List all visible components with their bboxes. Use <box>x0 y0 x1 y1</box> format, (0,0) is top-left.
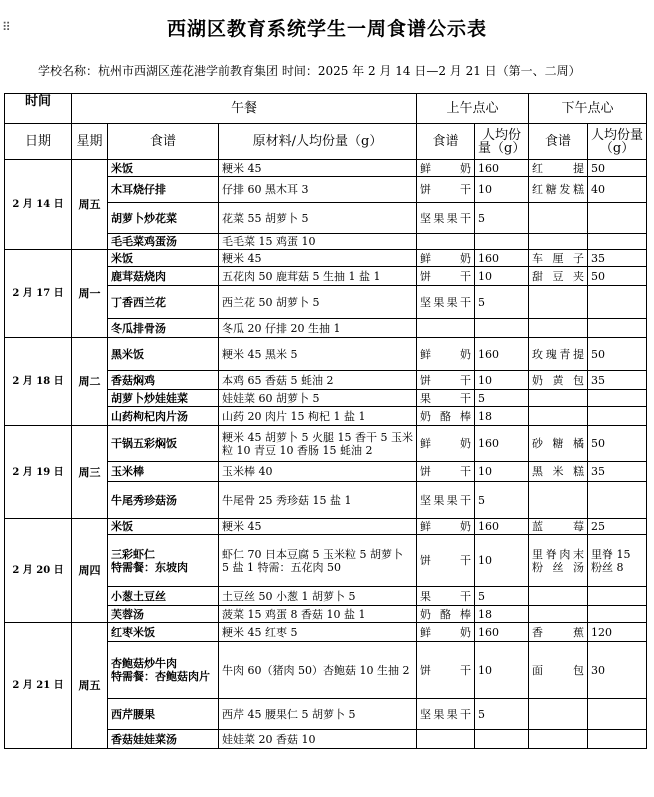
dish-cell: 玉米棒 <box>108 462 219 482</box>
am-recipe-cell: 奶酪棒 <box>417 407 475 426</box>
am-portion-cell: 160 <box>475 519 529 535</box>
am-recipe-cell: 饼干 <box>417 177 475 203</box>
pm-portion-cell: 50 <box>588 338 647 371</box>
page-title: 西湖区教育系统学生一周食谱公示表 <box>166 18 487 40</box>
ingredients-cell: 冬瓜 20 仔排 20 生抽 1 <box>219 319 417 338</box>
am-portion-cell: 5 <box>475 482 529 519</box>
pm-portion-cell: 50 <box>588 267 647 286</box>
am-portion-cell: 5 <box>475 203 529 234</box>
date-cell: 2 月 14 日 <box>5 160 72 250</box>
pm-portion-cell: 25 <box>588 519 647 535</box>
pm-portion-cell: 50 <box>588 426 647 462</box>
pm-portion-cell: 35 <box>588 462 647 482</box>
weekday-cell: 周三 <box>72 426 108 519</box>
dish-cell: 毛毛菜鸡蛋汤 <box>108 234 219 250</box>
am-recipe-cell: 饼干 <box>417 371 475 390</box>
pm-portion-cell <box>588 286 647 319</box>
am-recipe-cell: 鲜奶 <box>417 250 475 267</box>
menu-row <box>5 250 647 267</box>
dish-cell: 红枣米饭 <box>108 623 219 642</box>
header-pm-snack: 下午点心 <box>529 94 647 124</box>
am-recipe-cell: 鲜奶 <box>417 160 475 177</box>
date-cell: 2 月 19 日 <box>5 426 72 519</box>
pm-portion-cell: 里脊 15 粉丝 8 <box>588 535 647 587</box>
am-recipe-cell: 鲜奶 <box>417 623 475 642</box>
am-portion-cell: 10 <box>475 462 529 482</box>
dish-cell: 胡萝卜炒娃娃菜 <box>108 390 219 407</box>
menu-row <box>5 426 647 462</box>
ingredients-cell: 粳米 45 <box>219 250 417 267</box>
am-recipe-cell: 鲜奶 <box>417 338 475 371</box>
ingredients-cell: 玉米棒 40 <box>219 462 417 482</box>
am-recipe-cell: 果干 <box>417 390 475 407</box>
weekday-cell: 周五 <box>72 623 108 749</box>
pm-portion-cell <box>588 390 647 407</box>
dish-cell: 米饭 <box>108 250 219 267</box>
am-portion-cell: 5 <box>475 699 529 730</box>
am-recipe-cell: 鲜奶 <box>417 426 475 462</box>
am-portion-cell: 10 <box>475 267 529 286</box>
pm-recipe-cell <box>529 407 588 426</box>
pm-recipe-cell <box>529 319 588 338</box>
am-portion-cell: 5 <box>475 286 529 319</box>
pm-recipe-cell: 蓝莓 <box>529 519 588 535</box>
pm-portion-cell: 40 <box>588 177 647 203</box>
pm-recipe-cell <box>529 234 588 250</box>
am-recipe-cell: 坚果果干 <box>417 286 475 319</box>
ingredients-cell: 粳米 45 <box>219 519 417 535</box>
am-portion-cell: 160 <box>475 160 529 177</box>
header-lunch: 午餐 <box>72 94 417 124</box>
ingredients-cell: 土豆丝 50 小葱 1 胡萝卜 5 <box>219 587 417 606</box>
pm-recipe-cell: 面包 <box>529 642 588 699</box>
ingredients-cell: 五花肉 50 鹿茸菇 5 生抽 1 盐 1 <box>219 267 417 286</box>
am-recipe-cell: 奶酪棒 <box>417 606 475 623</box>
pm-recipe-cell: 奶黄包 <box>529 371 588 390</box>
date-cell: 2 月 17 日 <box>5 250 72 338</box>
pm-recipe-cell <box>529 203 588 234</box>
ingredients-cell: 娃娃菜 20 香菇 10 <box>219 730 417 749</box>
header-ingredients: 原材料/人均份量（g） <box>219 124 417 160</box>
dish-cell: 牛尾秀珍菇汤 <box>108 482 219 519</box>
am-portion-cell: 5 <box>475 587 529 606</box>
am-portion-cell: 10 <box>475 177 529 203</box>
ingredients-cell: 粳米 45 黑米 5 <box>219 338 417 371</box>
dish-cell: 冬瓜排骨汤 <box>108 319 219 338</box>
dish-cell: 鹿茸菇烧肉 <box>108 267 219 286</box>
am-portion-cell: 10 <box>475 535 529 587</box>
pm-portion-cell: 35 <box>588 250 647 267</box>
dish-cell: 米饭 <box>108 519 219 535</box>
pm-recipe-cell: 里脊肉末粉丝汤 <box>529 535 588 587</box>
am-recipe-cell <box>417 319 475 338</box>
pm-recipe-cell <box>529 390 588 407</box>
pm-portion-cell <box>588 730 647 749</box>
ingredients-cell: 粳米 45 胡萝卜 5 火腿 15 香干 5 玉米粒 10 青豆 10 香肠 15 蚝油 2 <box>219 426 417 462</box>
ingredients-cell: 菠菜 15 鸡蛋 8 香菇 10 盐 1 <box>219 606 417 623</box>
menu-table <box>4 93 647 749</box>
ingredients-cell: 毛毛菜 15 鸡蛋 10 <box>219 234 417 250</box>
ingredients-cell: 花菜 55 胡萝卜 5 <box>219 203 417 234</box>
pm-portion-cell <box>588 482 647 519</box>
dish-cell: 香菇焖鸡 <box>108 371 219 390</box>
pm-portion-cell: 30 <box>588 642 647 699</box>
header-pm-portion: 人均份量（g） <box>588 124 647 160</box>
am-recipe-cell <box>417 730 475 749</box>
ingredients-cell: 西芹 45 腰果仁 5 胡萝卜 5 <box>219 699 417 730</box>
am-portion-cell <box>475 319 529 338</box>
date-cell: 2 月 18 日 <box>5 338 72 426</box>
dish-cell: 西芹腰果 <box>108 699 219 730</box>
am-portion-cell: 5 <box>475 390 529 407</box>
am-recipe-cell <box>417 234 475 250</box>
pm-recipe-cell <box>529 606 588 623</box>
school-and-period: 学校名称：杭州市西湖区莲花港学前教育集团 时间：2025 年 2 月 14 日—2 月 21 日（第一、二周） <box>38 64 581 78</box>
pm-portion-cell <box>588 407 647 426</box>
ingredients-cell: 粳米 45 红枣 5 <box>219 623 417 642</box>
pm-portion-cell: 120 <box>588 623 647 642</box>
am-portion-cell: 10 <box>475 642 529 699</box>
dish-cell: 杏鲍菇炒牛肉 特需餐：杏鲍菇肉片 <box>108 642 219 699</box>
header-row-1 <box>5 94 647 124</box>
header-row-2 <box>5 124 647 160</box>
pm-recipe-cell <box>529 730 588 749</box>
menu-row <box>5 338 647 371</box>
am-recipe-cell: 坚果果干 <box>417 699 475 730</box>
header-am-recipe: 食谱 <box>417 124 475 160</box>
dish-cell: 丁香西兰花 <box>108 286 219 319</box>
menu-row <box>5 160 647 177</box>
pm-recipe-cell <box>529 482 588 519</box>
ingredients-cell: 牛肉 60（猪肉 50）杏鲍菇 10 生抽 2 <box>219 642 417 699</box>
header-time: 时间 <box>5 94 72 124</box>
dish-cell: 山药枸杞肉片汤 <box>108 407 219 426</box>
date-cell: 2 月 20 日 <box>5 519 72 623</box>
header-date: 日期 <box>5 124 72 160</box>
ingredients-cell: 本鸡 65 香菇 5 蚝油 2 <box>219 371 417 390</box>
weekday-cell: 周一 <box>72 250 108 338</box>
ingredients-cell: 粳米 45 <box>219 160 417 177</box>
pm-portion-cell <box>588 606 647 623</box>
ingredients-cell: 西兰花 50 胡萝卜 5 <box>219 286 417 319</box>
am-recipe-cell: 鲜奶 <box>417 519 475 535</box>
header-pm-recipe: 食谱 <box>529 124 588 160</box>
dish-cell: 胡萝卜炒花菜 <box>108 203 219 234</box>
header-am-snack: 上午点心 <box>417 94 529 124</box>
pm-recipe-cell <box>529 699 588 730</box>
header-weekday: 星期 <box>72 124 108 160</box>
pm-portion-cell: 50 <box>588 160 647 177</box>
am-portion-cell: 160 <box>475 426 529 462</box>
pm-recipe-cell: 玫瑰青提 <box>529 338 588 371</box>
pm-recipe-cell: 红糖发糕 <box>529 177 588 203</box>
am-recipe-cell: 坚果果干 <box>417 482 475 519</box>
pm-portion-cell <box>588 203 647 234</box>
ingredients-cell: 牛尾骨 25 秀珍菇 15 盐 1 <box>219 482 417 519</box>
dish-cell: 芙蓉汤 <box>108 606 219 623</box>
dish-cell: 木耳烧仔排 <box>108 177 219 203</box>
dish-cell: 米饭 <box>108 160 219 177</box>
pm-recipe-cell <box>529 286 588 319</box>
pm-portion-cell <box>588 587 647 606</box>
pm-recipe-cell: 砂糖橘 <box>529 426 588 462</box>
am-portion-cell: 160 <box>475 623 529 642</box>
pm-recipe-cell: 黑米糕 <box>529 462 588 482</box>
am-portion-cell: 160 <box>475 338 529 371</box>
pm-recipe-cell: 车厘子 <box>529 250 588 267</box>
pm-recipe-cell: 香蕉 <box>529 623 588 642</box>
weekday-cell: 周二 <box>72 338 108 426</box>
ingredients-cell: 虾仁 70 日本豆腐 5 玉米粒 5 胡萝卜 5 盐 1 特需：五花肉 50 <box>219 535 417 587</box>
am-recipe-cell: 饼干 <box>417 642 475 699</box>
dish-cell: 香菇娃娃菜汤 <box>108 730 219 749</box>
am-recipe-cell: 果干 <box>417 587 475 606</box>
menu-row <box>5 623 647 642</box>
am-portion-cell: 18 <box>475 606 529 623</box>
am-recipe-cell: 坚果果干 <box>417 203 475 234</box>
pm-portion-cell: 35 <box>588 371 647 390</box>
dish-cell: 干锅五彩焖饭 <box>108 426 219 462</box>
dish-cell: 小葱土豆丝 <box>108 587 219 606</box>
ingredients-cell: 山药 20 肉片 15 枸杞 1 盐 1 <box>219 407 417 426</box>
am-portion-cell <box>475 730 529 749</box>
menu-row <box>5 519 647 535</box>
pm-portion-cell <box>588 319 647 338</box>
header-recipe: 食谱 <box>108 124 219 160</box>
weekday-cell: 周四 <box>72 519 108 623</box>
header-am-portion: 人均份量（g） <box>475 124 529 160</box>
pm-recipe-cell: 甜豆夹 <box>529 267 588 286</box>
dish-cell: 三彩虾仁 特需餐：东坡肉 <box>108 535 219 587</box>
am-portion-cell: 18 <box>475 407 529 426</box>
dish-cell: 黑米饭 <box>108 338 219 371</box>
am-portion-cell <box>475 234 529 250</box>
pm-portion-cell <box>588 234 647 250</box>
ingredients-cell: 仔排 60 黑木耳 3 <box>219 177 417 203</box>
drag-handle-icon[interactable]: ⠿ <box>2 20 10 34</box>
am-portion-cell: 160 <box>475 250 529 267</box>
am-recipe-cell: 饼干 <box>417 535 475 587</box>
pm-portion-cell <box>588 699 647 730</box>
ingredients-cell: 娃娃菜 60 胡萝卜 5 <box>219 390 417 407</box>
am-portion-cell: 10 <box>475 371 529 390</box>
pm-recipe-cell <box>529 587 588 606</box>
pm-recipe-cell: 红提 <box>529 160 588 177</box>
am-recipe-cell: 饼干 <box>417 462 475 482</box>
am-recipe-cell: 饼干 <box>417 267 475 286</box>
date-cell: 2 月 21 日 <box>5 623 72 749</box>
weekday-cell: 周五 <box>72 160 108 250</box>
